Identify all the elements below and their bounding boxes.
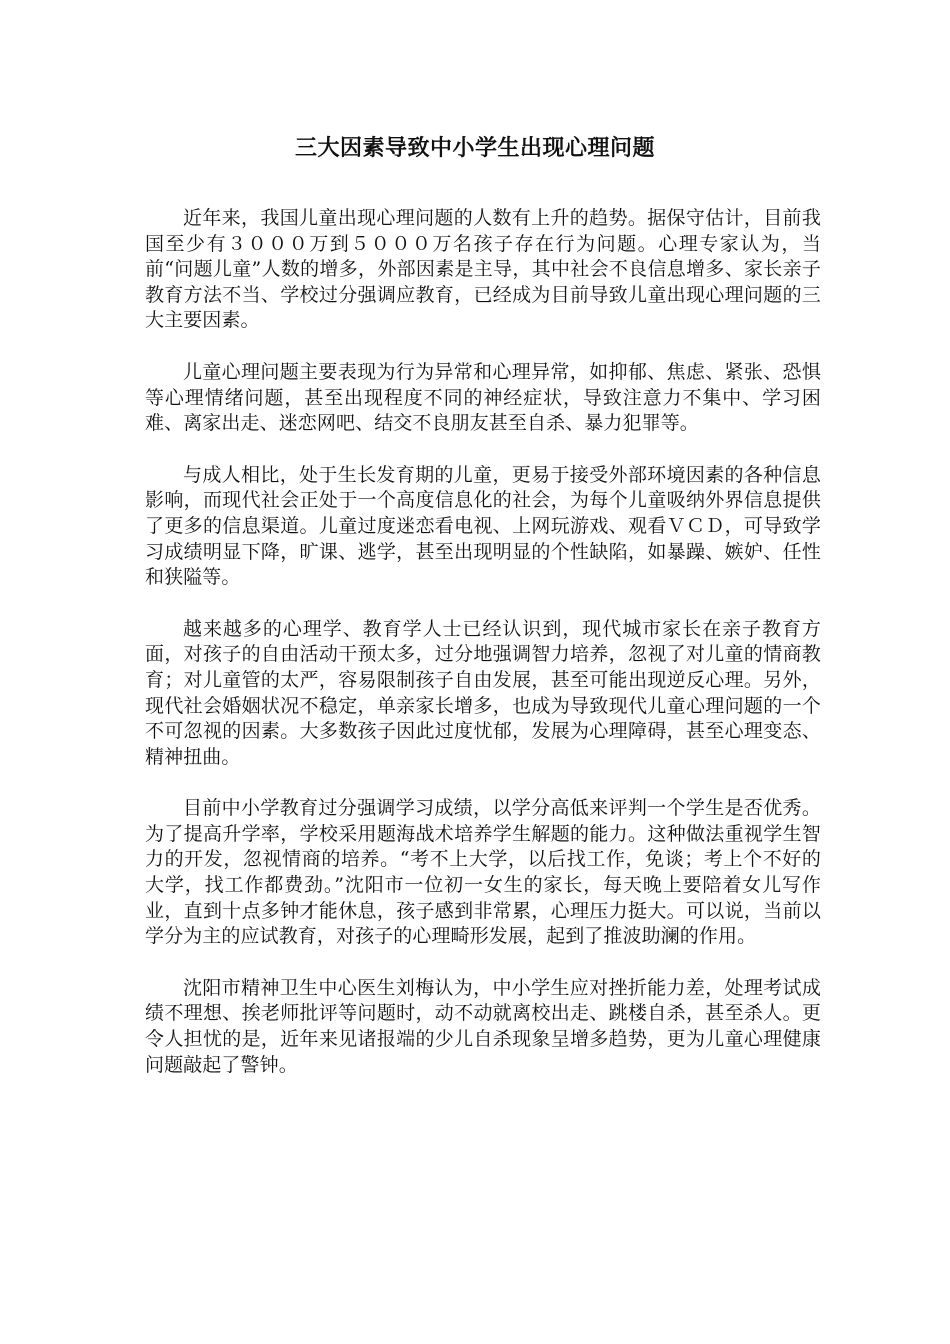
paragraph-6: 沈阳市精神卫生中心医生刘梅认为，中小学生应对挫折能力差，处理考试成绩不理想、挨老师批评等问题时，动不动就离校出走、跳楼自杀，甚至杀人。更令人担忧的是，近年来见诸报端的少儿自杀现象呈增多趋势，更为儿童心理健康问题敲起了警钟。 xyxy=(145,976,821,1076)
paragraph-3: 与成人相比，处于生长发育期的儿童，更易于接受外部环境因素的各种信息影响，而现代社会正处于一个高度信息化的社会，为每个儿童吸纳外界信息提供了更多的信息渠道。儿童过度迷恋看电视、上网玩游戏、观看ＶＣＤ，可导致学习成绩明显下降，旷课、逃学，甚至出现明显的个性缺陷，如暴躁、嫉妒、任性和狭隘等。 xyxy=(145,463,821,589)
document-title: 三大因素导致中小学生出现心理问题 xyxy=(294,136,655,161)
paragraph-5: 目前中小学教育过分强调学习成绩，以学分高低来评判一个学生是否优秀。为了提高升学率，学校采用题海战术培养学生解题的能力。这种做法重视学生智力的开发，忽视情商的培养。“考不上大学，以后找工作，免谈；考上个不好的大学，找工作都费劲。”沈阳市一位初一女生的家长，每天晚上要陪着女儿写作业，直到十点多钟才能休息，孩子感到非常累，心理压力挺大。可以说，当前以学分为主的应试教育，对孩子的心理畸形发展，起到了推波助澜的作用。 xyxy=(145,797,821,948)
paragraph-1: 近年来，我国儿童出现心理问题的人数有上升的趋势。据保守估计，目前我国至少有３０００万到５０００万名孩子存在行为问题。心理专家认为，当前“问题儿童”人数的增多，外部因素是主导，其中社会不良信息增多、家长亲子教育方法不当、学校过分强调应教育，已经成为目前导致儿童出现心理问题的三大主要因素。 xyxy=(145,207,821,332)
paragraph-2: 儿童心理问题主要表现为行为异常和心理异常，如抑郁、焦虑、紧张、恐惧等心理情绪问题，甚至出现程度不同的神经症状，导致注意力不集中、学习困难、离家出走、迷恋网吧、结交不良朋友甚至自杀、暴力犯罪等。 xyxy=(145,360,821,435)
document-body xyxy=(145,206,821,1104)
paragraph-4: 越来越多的心理学、教育学人士已经认识到，现代城市家长在亲子教育方面，对孩子的自由活动干预太多，过分地强调智力培养，忽视了对儿童的情商教育；对儿童管的太严，容易限制孩子自由发展，甚至可能出现逆反心理。另外，现代社会婚姻状况不稳定，单亲家长增多，也成为导致现代儿童心理问题的一个不可忽视的因素。大多数孩子因此过度忧郁，发展为心理障碍，甚至心理变态、精神扭曲。 xyxy=(145,617,821,768)
